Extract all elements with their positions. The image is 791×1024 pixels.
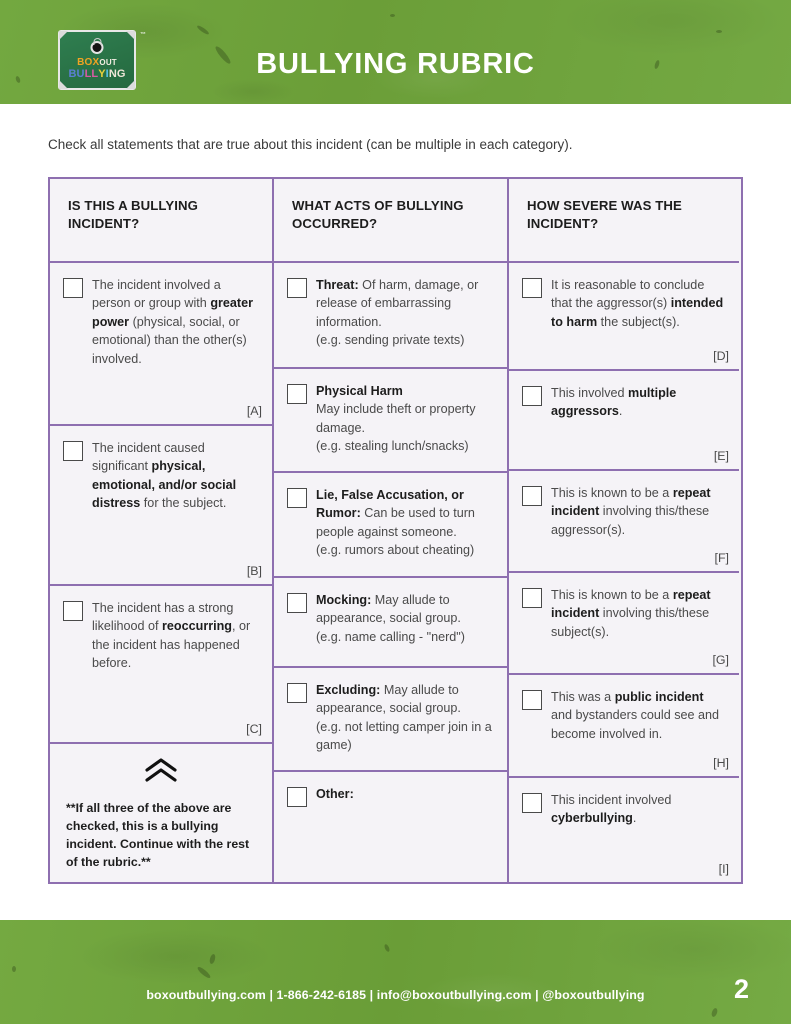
page-footer bbox=[0, 920, 791, 1024]
texture-speck bbox=[196, 965, 211, 979]
logo-corner-icon bbox=[126, 80, 135, 89]
rubric-column-how-severe bbox=[509, 179, 739, 882]
rubric-item-tag-d: [D] bbox=[713, 348, 729, 363]
rubric-item-text-lie-rumor: Lie, False Accusation, or Rumor: Can be used to turn people against someone. (e.g. rumors about cheating) bbox=[316, 487, 475, 558]
checkbox-g[interactable] bbox=[522, 588, 542, 608]
logo-word-box: BOX bbox=[77, 57, 100, 68]
rubric-note-text: **If all three of the above are checked, this is a bullying incident. Continue with the rest of the rubric.** bbox=[66, 800, 250, 870]
page-title: BULLYING RUBRIC bbox=[256, 48, 535, 80]
rubric-item-text-g: This is known to be a repeat incident involving this/these subject(s). bbox=[551, 587, 711, 639]
logo-corner-icon bbox=[126, 31, 135, 40]
logo-corner-icon bbox=[59, 31, 68, 40]
rubric-item-text-mocking: Mocking: May allude to appearance, social group. (e.g. name calling - "nerd") bbox=[316, 592, 465, 644]
texture-speck bbox=[12, 966, 16, 972]
rubric-item-tag-i: [I] bbox=[718, 861, 729, 876]
rubric-cell-e[interactable] bbox=[509, 371, 739, 471]
rubric-cell-physical-harm[interactable] bbox=[274, 369, 507, 473]
rubric-cell-mocking[interactable] bbox=[274, 578, 507, 668]
texture-speck bbox=[390, 14, 395, 17]
rubric-item-tag-e: [E] bbox=[713, 448, 729, 463]
rubric-item-text-excluding: Excluding: May allude to appearance, social group. (e.g. not letting camper join in a game) bbox=[316, 682, 492, 753]
rubric-item-text-c: The incident has a strong likelihood of reoccurring, or the incident has happened before. bbox=[92, 600, 251, 671]
logo-corner-icon bbox=[59, 80, 68, 89]
checkbox-e[interactable] bbox=[522, 386, 542, 406]
checkbox-i[interactable] bbox=[522, 793, 542, 813]
column-header-2: WHAT ACTS OF BULLYING OCCURRED? bbox=[274, 179, 507, 263]
texture-speck bbox=[383, 944, 390, 953]
rubric-item-text-f: This is known to be a repeat incident involving this/these aggressor(s). bbox=[551, 485, 711, 537]
rubric-column-what-acts bbox=[272, 179, 509, 882]
rubric-table bbox=[48, 177, 743, 884]
column-header-3: HOW SEVERE WAS THE INCIDENT? bbox=[509, 179, 739, 263]
checkbox-physical-harm[interactable] bbox=[287, 384, 307, 404]
checkbox-b[interactable] bbox=[63, 441, 83, 461]
double-chevron-up-icon bbox=[66, 758, 256, 786]
rubric-item-text-physical-harm: Physical Harm May include theft or property damage. (e.g. stealing lunch/snacks) bbox=[316, 383, 476, 454]
rubric-item-tag-h: [H] bbox=[713, 755, 729, 770]
checkbox-f[interactable] bbox=[522, 486, 542, 506]
rubric-item-text-h: This was a public incident and bystanders could see and become involved in. bbox=[551, 689, 720, 741]
rubric-item-text-i: This incident involved cyberbullying. bbox=[551, 792, 672, 826]
checkbox-a[interactable] bbox=[63, 278, 83, 298]
rubric-cell-h[interactable] bbox=[509, 675, 739, 778]
texture-speck bbox=[716, 30, 722, 33]
rubric-cell-a[interactable] bbox=[50, 263, 272, 426]
rubric-cell-excluding[interactable] bbox=[274, 668, 507, 772]
rubric-item-text-other: Other: bbox=[316, 786, 354, 801]
rubric-note-cell bbox=[50, 744, 272, 882]
checkbox-lie-rumor[interactable] bbox=[287, 488, 307, 508]
texture-speck bbox=[209, 954, 216, 965]
texture-speck bbox=[711, 1007, 719, 1017]
rubric-item-tag-a: [A] bbox=[246, 403, 262, 418]
rubric-item-tag-g: [G] bbox=[712, 652, 729, 667]
rubric-cell-g[interactable] bbox=[509, 573, 739, 675]
footer-contact-line[interactable]: boxoutbullying.com | 1-866-242-6185 | info@boxoutbullying.com | @boxoutbullying bbox=[146, 988, 645, 1002]
checkbox-other[interactable] bbox=[287, 787, 307, 807]
rubric-item-text-e: This involved multiple aggressors. bbox=[551, 385, 677, 419]
rubric-cell-b[interactable] bbox=[50, 426, 272, 586]
rubric-cell-c[interactable] bbox=[50, 586, 272, 744]
trademark-icon: ™ bbox=[140, 32, 146, 38]
rubric-cell-f[interactable] bbox=[509, 471, 739, 573]
checkbox-threat[interactable] bbox=[287, 278, 307, 298]
instruction-text: Check all statements that are true about this incident (can be multiple in each category). bbox=[48, 137, 573, 152]
page-header bbox=[0, 0, 791, 104]
logo-line-bullying: BULLYING bbox=[68, 68, 126, 80]
rubric-cell-d[interactable] bbox=[509, 263, 739, 371]
rubric-cell-i[interactable] bbox=[509, 778, 739, 882]
rubric-item-text-b: The incident caused significant physical, emotional, and/or social distress for the subject. bbox=[92, 440, 237, 511]
rubric-item-text-a: The incident involved a person or group with greater power (physical, social, or emotional) than the other(s) involved. bbox=[92, 277, 254, 366]
checkbox-mocking[interactable] bbox=[287, 593, 307, 613]
page-body bbox=[0, 136, 791, 884]
rubric-cell-threat[interactable] bbox=[274, 263, 507, 369]
rubric-item-text-d: It is reasonable to conclude that the aggressor(s) intended to harm the subject(s). bbox=[551, 277, 724, 329]
checkbox-c[interactable] bbox=[63, 601, 83, 621]
page-number: 2 bbox=[733, 974, 749, 1004]
rubric-cell-lie-rumor[interactable] bbox=[274, 473, 507, 578]
column-header-1: IS THIS A BULLYING INCIDENT? bbox=[50, 179, 272, 263]
rubric-item-tag-c: [C] bbox=[246, 721, 262, 736]
rubric-column-is-this-bullying bbox=[50, 179, 272, 882]
texture-speck bbox=[196, 24, 210, 35]
rubric-item-tag-f: [F] bbox=[714, 550, 729, 565]
rubric-item-tag-b: [B] bbox=[246, 563, 262, 578]
rubric-cell-other[interactable] bbox=[274, 772, 507, 882]
checkbox-h[interactable] bbox=[522, 690, 542, 710]
logo-word-out: OUT bbox=[99, 58, 117, 67]
checkbox-excluding[interactable] bbox=[287, 683, 307, 703]
rubric-item-text-threat: Threat: Of harm, damage, or release of embarrassing information. (e.g. sending private texts) bbox=[316, 277, 479, 348]
checkbox-d[interactable] bbox=[522, 278, 542, 298]
